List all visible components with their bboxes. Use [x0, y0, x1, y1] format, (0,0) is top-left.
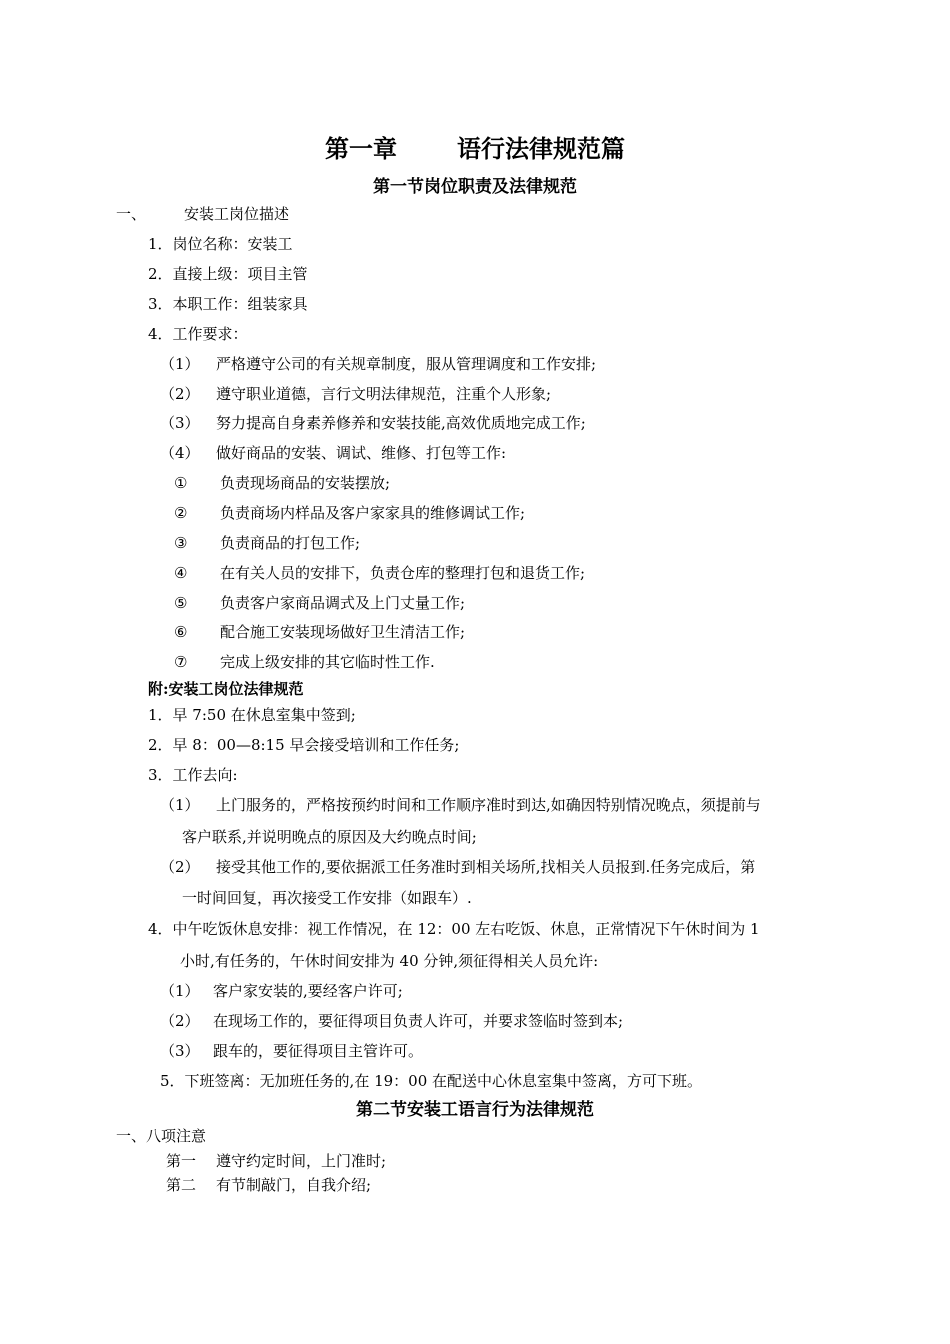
item-requirements: 4．工作要求：	[148, 325, 248, 343]
rule-1: 1．早 7:50 在休息室集中签到;	[148, 706, 356, 724]
rule-4-line-2: 小时,有任务的，午休时间安排为 40 分钟,须征得相关人员允许:	[180, 952, 599, 970]
item-duty: 3．本职工作：组装家具	[148, 295, 308, 313]
duty-7-num: ⑦	[174, 653, 188, 671]
item-job-name: 1．岗位名称：安装工	[148, 235, 293, 253]
duty-1-num: ①	[174, 474, 188, 492]
requirement-1-text: 严格遵守公司的有关规章制度，服从管理调度和工作安排;	[216, 355, 597, 373]
part-1-heading	[116, 204, 146, 224]
section-2-part-1: 一、八项注意	[116, 1127, 207, 1145]
rule-4-line-1: 4．中午吃饭休息安排：视工作情况，在 12：00 左右吃饭、休息，正常情况下午休时间为 1	[148, 920, 760, 938]
rule-3-sub-2-line-2: 一时间回复，再次接受工作安排（如跟车）.	[182, 889, 472, 907]
duty-5-num: ⑤	[174, 594, 188, 612]
duty-3-num: ③	[174, 534, 188, 552]
requirement-3-text: 努力提高自身素养修养和安装技能,高效优质地完成工作;	[216, 414, 586, 432]
chapter-title: 语行法律规范篇	[457, 134, 625, 163]
rule-3-sub-1-line-2: 客户联系,并说明晚点的原因及大约晚点时间;	[182, 828, 477, 846]
section-2-title: 第二节安装工语言行为法律规范	[356, 1100, 594, 1120]
section-1-title: 第一节岗位职责及法律规范	[373, 177, 577, 197]
duty-5-text: 负责客户家商品调式及上门丈量工作;	[220, 594, 466, 612]
rule-4-sub-3-text: 跟车的，要征得项目主管许可。	[213, 1042, 424, 1060]
duty-4-num: ④	[174, 564, 188, 582]
rule-3-sub-2-line-1: 接受其他工作的,要依据派工任务准时到相关场所,找相关人员报到.任务完成后，第	[216, 858, 756, 876]
rule-3: 3．工作去向:	[148, 766, 238, 784]
requirement-4-text: 做好商品的安装、调试、维修、打包等工作:	[216, 444, 507, 462]
duty-7-text: 完成上级安排的其它临时性工作.	[220, 653, 435, 671]
note-2-num: 第二	[166, 1176, 197, 1194]
rule-3-sub-2-num: （2）	[160, 858, 200, 876]
requirement-4-num: （4）	[160, 444, 200, 462]
rule-4-sub-2-text: 在现场工作的，要征得项目负责人许可，并要求签临时签到本;	[213, 1012, 624, 1030]
duty-2-num: ②	[174, 504, 188, 522]
note-1-text: 遵守约定时间，上门准时;	[216, 1152, 387, 1170]
duty-6-text: 配合施工安装现场做好卫生清洁工作;	[220, 623, 466, 641]
chapter-heading	[0, 134, 950, 164]
rule-4-sub-2-num: （2）	[160, 1012, 200, 1030]
part-1-number: 一、	[116, 205, 147, 223]
duty-4-text: 在有关人员的安排下，负责仓库的整理打包和退货工作;	[220, 564, 586, 582]
requirement-1-num: （1）	[160, 355, 200, 373]
requirement-2-text: 遵守职业道德，言行文明法律规范，注重个人形象;	[216, 385, 552, 403]
chapter-number: 第一章	[325, 134, 397, 163]
duty-3-text: 负责商品的打包工作;	[220, 534, 361, 552]
duty-1-text: 负责现场商品的安装摆放;	[220, 474, 391, 492]
rule-2: 2．早 8：00—8:15 早会接受培训和工作任务;	[148, 736, 460, 754]
duty-2-text: 负责商场内样品及客户家家具的维修调试工作;	[220, 504, 526, 522]
duty-6-num: ⑥	[174, 623, 188, 641]
requirement-2-num: （2）	[160, 385, 200, 403]
rule-3-sub-1-num: （1）	[160, 796, 200, 814]
rule-5: 5．下班签离：无加班任务的,在 19：00 在配送中心休息室集中签离，方可下班。	[160, 1072, 703, 1090]
note-1-num: 第一	[166, 1152, 197, 1170]
part-1-title: 安装工岗位描述	[184, 205, 290, 223]
appendix-title: 附:安装工岗位法律规范	[148, 680, 304, 698]
rule-4-sub-3-num: （3）	[160, 1042, 200, 1060]
rule-4-sub-1-num: （1）	[160, 982, 200, 1000]
item-supervisor: 2．直接上级：项目主管	[148, 265, 308, 283]
note-2-text: 有节制敲门，自我介绍;	[216, 1176, 372, 1194]
rule-3-sub-1-line-1: 上门服务的，严格按预约时间和工作顺序准时到达,如确因特别情况晚点，须提前与	[216, 796, 761, 814]
rule-4-sub-1-text: 客户家安装的,要经客户许可;	[213, 982, 403, 1000]
requirement-3-num: （3）	[160, 414, 200, 432]
